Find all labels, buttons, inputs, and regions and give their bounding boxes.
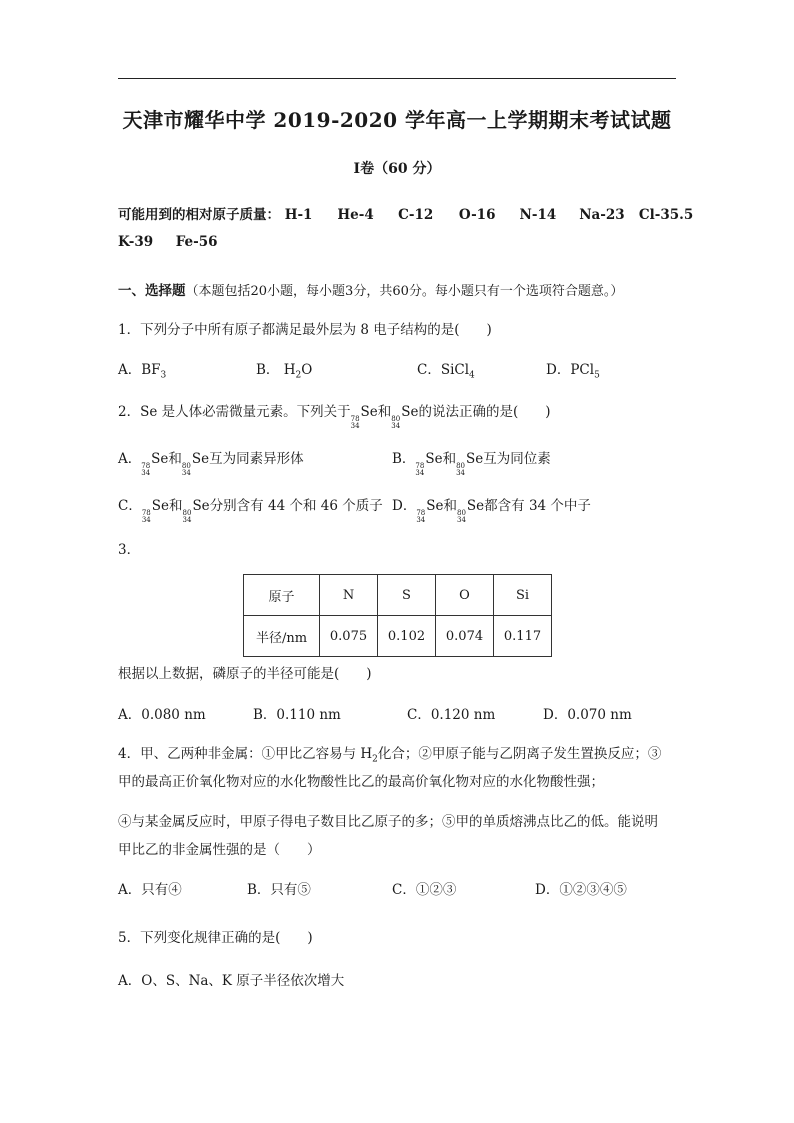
q3-option-c: C．0.120 nm [407, 707, 496, 723]
mass-cl: Cl-35.5 [638, 207, 694, 223]
q1-stem: 1．下列分子中所有原子都满足最外层为 8 电子结构的是( ) [118, 322, 492, 338]
q1-option-b: B． $H_2O$ [256, 362, 313, 381]
table-cell: 半径/nm [244, 616, 320, 657]
table-cell: Si [494, 575, 552, 616]
table-cell: O [436, 575, 494, 616]
q2-option-c: C． 78 34 Se和 80 34 Se分别含有 44 个和 46 个质子 [118, 498, 383, 524]
mass-o: O-16 [458, 207, 496, 223]
mass-na: Na-23 [579, 207, 625, 223]
page-title: 天津市耀华中学 2019-2020 学年高一上学期期末考试试题 [122, 108, 672, 132]
q3-option-d: D．0.070 nm [543, 707, 632, 723]
atomic-radius-table [243, 574, 552, 657]
table-cell: S [378, 575, 436, 616]
section-label: Ⅰ卷（60 分） [353, 161, 441, 177]
atomic-mass-line-1 [118, 203, 693, 223]
table-cell: 0.117 [494, 616, 552, 657]
mass-k: K-39 [118, 234, 154, 250]
mass-n: N-14 [519, 207, 557, 223]
atomic-mass-label: 可能用到的相对原子质量： [118, 207, 280, 223]
table-header-row [244, 575, 552, 616]
q3-option-a: A．0.080 nm [118, 707, 206, 723]
q5-option-a: A．O、S、Na、K 原子半径依次增大 [118, 973, 345, 989]
q4-option-c: C．①②③ [392, 882, 457, 898]
q4-line-1: 4．甲、乙两种非金属：①甲比乙容易与 $H_2$化合；②甲原子能与乙阴离子发生置换反应；③ [118, 746, 662, 765]
table-row [244, 616, 552, 657]
header-rule [118, 78, 676, 79]
q4-option-a: A．只有④ [118, 882, 182, 898]
q5-stem: 5．下列变化规律正确的是( ) [118, 930, 313, 946]
q2-option-b: B． 78 34 Se和 80 34 Se互为同位素 [392, 451, 551, 477]
q1-option-a: A．$BF_3$ [118, 362, 167, 381]
mass-c: C-12 [398, 207, 434, 223]
part1-note: （本题包括20小题，每小题3分，共60分。每小题只有一个选项符合题意。） [185, 284, 624, 299]
table-cell: N [320, 575, 378, 616]
table-cell: 原子 [244, 575, 320, 616]
q2-option-a: A． 78 34 Se和 80 34 Se互为同素异形体 [118, 451, 304, 477]
table-cell: 0.075 [320, 616, 378, 657]
table-cell: 0.074 [436, 616, 494, 657]
q4-line-3: ④与某金属反应时，甲原子得电子数目比乙原子的多；⑤甲的单质熔沸点比乙的低。能说明 [118, 814, 658, 830]
isotope-se78: 78 34 [350, 415, 360, 430]
q3-option-b: B．0.110 nm [253, 707, 341, 723]
part1-heading: 一、选择题 [118, 283, 186, 299]
q3-number: 3． [118, 542, 141, 558]
q3-question: 根据以上数据，磷原子的半径可能是( ) [118, 666, 372, 682]
q4-option-b: B．只有⑤ [247, 882, 311, 898]
q1-option-c: C．SiCl$_4$ [417, 362, 475, 381]
mass-he: He-4 [337, 207, 374, 223]
q4-option-d: D．①②③④⑤ [535, 882, 627, 898]
q2-option-d: D． 78 34 Se和 80 34 Se都含有 34 个中子 [392, 498, 591, 524]
q1-option-d: D．PCl$_5$ [546, 362, 600, 381]
q2-stem: 2．Se 是人体必需微量元素。下列关于 78 34 Se和 80 34 Se的说法正确的是( ) [118, 404, 551, 430]
part1-heading-line [118, 279, 623, 299]
table-cell: 0.102 [378, 616, 436, 657]
atomic-mass-line-2 [118, 234, 218, 250]
q4-line-4: 甲比乙的非金属性强的是（ ） [118, 842, 321, 858]
isotope-se80: 80 34 [391, 415, 401, 430]
mass-fe: Fe-56 [175, 234, 218, 250]
mass-h: H-1 [284, 207, 313, 223]
q4-line-2: 甲的最高正价氧化物对应的水化物酸性比乙的最高价氧化物对应的水化物酸性强； [118, 774, 604, 790]
